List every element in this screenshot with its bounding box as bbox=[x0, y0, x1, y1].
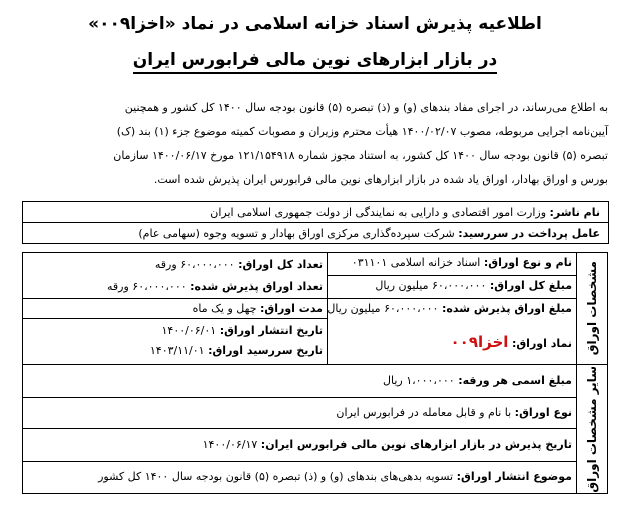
page-title: اطلاعیه پذیرش اسناد خزانه اسلامی در نماد «اخزا۰۰۹» bbox=[88, 14, 542, 34]
page-subtitle-text: در بازار ابزارهای نوین مالی فرابورس ایران bbox=[133, 50, 498, 74]
other-nominal-row bbox=[383, 374, 572, 388]
other-specs-side-header bbox=[576, 364, 608, 494]
other-specs-side-label: سایر مشخصات اوراق bbox=[585, 365, 599, 493]
payment-agent-label: عامل پرداخت در سررسید: bbox=[458, 227, 600, 240]
table-border bbox=[22, 364, 23, 494]
other-type-row bbox=[336, 406, 572, 420]
intro-line: به اطلاع می‌رساند، در اجرای مفاد بندهای (و) و (ذ) تبصره (۵) قانون بودجه سال ۱۴۰۰ کل کشور و همچنین bbox=[124, 101, 608, 114]
table-border bbox=[22, 493, 577, 494]
spec-total-count-row bbox=[155, 258, 323, 272]
spec-accepted-count-row bbox=[107, 280, 323, 294]
intro-paragraph bbox=[22, 96, 608, 192]
spec-total-count-value: ۶۰،۰۰۰،۰۰۰ ورقه bbox=[154, 258, 235, 271]
spec-name-value: اسناد خزانه اسلامی ۰۳۱۱۰۱ bbox=[351, 256, 481, 269]
row-divider bbox=[22, 318, 327, 319]
spec-duration-value: چهل و یک ماه bbox=[192, 302, 257, 315]
other-type-label: نوع اوراق: bbox=[514, 406, 572, 419]
row-divider bbox=[22, 298, 577, 299]
other-subject-row bbox=[98, 470, 572, 484]
other-accept-date-value: ۱۴۰۰/۰۶/۱۷ bbox=[202, 438, 258, 451]
spec-total-amount-value: ۶۰،۰۰۰،۰۰۰ میلیون ریال bbox=[375, 279, 487, 292]
intro-line: تبصره (۵) قانون بودجه سال ۱۴۰۰ کل کشور، به استناد مجوز شماره ۱۲۱/۱۵۴۹۱۸ مورخ ۱۴۰۰/۰۶/۱۷ سازمان bbox=[113, 149, 608, 162]
specs-side-header bbox=[576, 252, 608, 365]
table-border bbox=[22, 364, 577, 365]
spec-name-row bbox=[352, 256, 572, 270]
spec-accepted-amount-row bbox=[327, 302, 572, 316]
spec-total-amount-label: مبلغ کل اوراق: bbox=[489, 279, 572, 292]
spec-maturity-row bbox=[150, 344, 323, 358]
spec-symbol-label: نماد اوراق: bbox=[511, 337, 572, 350]
spec-duration-label: مدت اوراق: bbox=[260, 302, 323, 315]
intro-line: بورس و اوراق بهادار، اوراق یاد شده در بازار ابزارهای نوین مالی فرابورس ایران پذیرش شده است. bbox=[153, 173, 608, 186]
row-divider bbox=[327, 275, 576, 276]
spec-accepted-amount-value: ۶۰،۰۰۰،۰۰۰ میلیون ریال bbox=[327, 302, 439, 315]
row-divider bbox=[22, 461, 577, 462]
spec-total-amount-row bbox=[375, 279, 572, 293]
other-subject-value: تسویه بدهی‌های بندهای (و) و (ذ) تبصره (۵) قانون بودجه سال ۱۴۰۰ کل کشور bbox=[98, 470, 454, 483]
other-accept-date-row bbox=[203, 438, 572, 452]
payment-agent-box bbox=[22, 222, 609, 244]
other-nominal-label: مبلغ اسمی هر ورقه: bbox=[458, 374, 572, 387]
spec-accepted-count-value: ۶۰،۰۰۰،۰۰۰ ورقه bbox=[107, 280, 187, 293]
spec-maturity-value: ۱۴۰۳/۱۱/۰۱ bbox=[149, 344, 205, 357]
spec-accepted-amount-label: مبلغ اوراق پذیرش شده: bbox=[441, 302, 572, 315]
spec-maturity-label: تاریخ سررسید اوراق: bbox=[208, 344, 323, 357]
other-accept-date-label: تاریخ پذیرش در بازار ابزارهای نوین مالی فرابورس ایران: bbox=[260, 438, 572, 451]
table-border bbox=[22, 252, 23, 365]
spec-accepted-count-label: تعداد اوراق پذیرش شده: bbox=[190, 280, 323, 293]
row-divider bbox=[22, 397, 577, 398]
other-type-value: با نام و قابل معامله در فرابورس ایران bbox=[336, 406, 512, 419]
spec-total-count-label: تعداد کل اوراق: bbox=[238, 258, 323, 271]
page-subtitle bbox=[0, 50, 630, 70]
payment-agent-value: شرکت سپرده‌گذاری مرکزی اوراق بهادار و تسویه وجوه (سهامی عام) bbox=[138, 227, 455, 240]
row-divider bbox=[22, 428, 577, 429]
other-nominal-value: ۱،۰۰۰،۰۰۰ ریال bbox=[383, 374, 455, 387]
spec-symbol-value: اخزا۰۰۹ bbox=[450, 333, 509, 351]
table-border bbox=[22, 252, 577, 253]
publisher-value: وزارت امور اقتصادی و دارایی به نمایندگی از دولت جمهوری اسلامی ایران bbox=[210, 206, 547, 219]
publisher-label: نام ناشر: bbox=[549, 206, 600, 219]
spec-issue-date-label: تاریخ انتشار اوراق: bbox=[219, 324, 323, 337]
spec-duration-row bbox=[193, 302, 323, 316]
spec-name-label: نام و نوع اوراق: bbox=[483, 256, 572, 269]
spec-symbol-row bbox=[451, 332, 572, 354]
intro-line: آیین‌نامه اجرایی مربوطه، مصوب ۱۴۰۰/۰۲/۰۷ هیأت محترم وزیران و مصوبات کمیته موضوع جزء (۱) بند (ک) bbox=[116, 125, 608, 138]
spec-issue-date-row bbox=[162, 324, 324, 338]
specs-side-label: مشخصات اوراق bbox=[585, 261, 599, 356]
publisher-box bbox=[22, 201, 609, 223]
spec-issue-date-value: ۱۴۰۰/۰۶/۰۱ bbox=[161, 324, 217, 337]
other-subject-label: موضوع انتشار اوراق: bbox=[456, 470, 572, 483]
